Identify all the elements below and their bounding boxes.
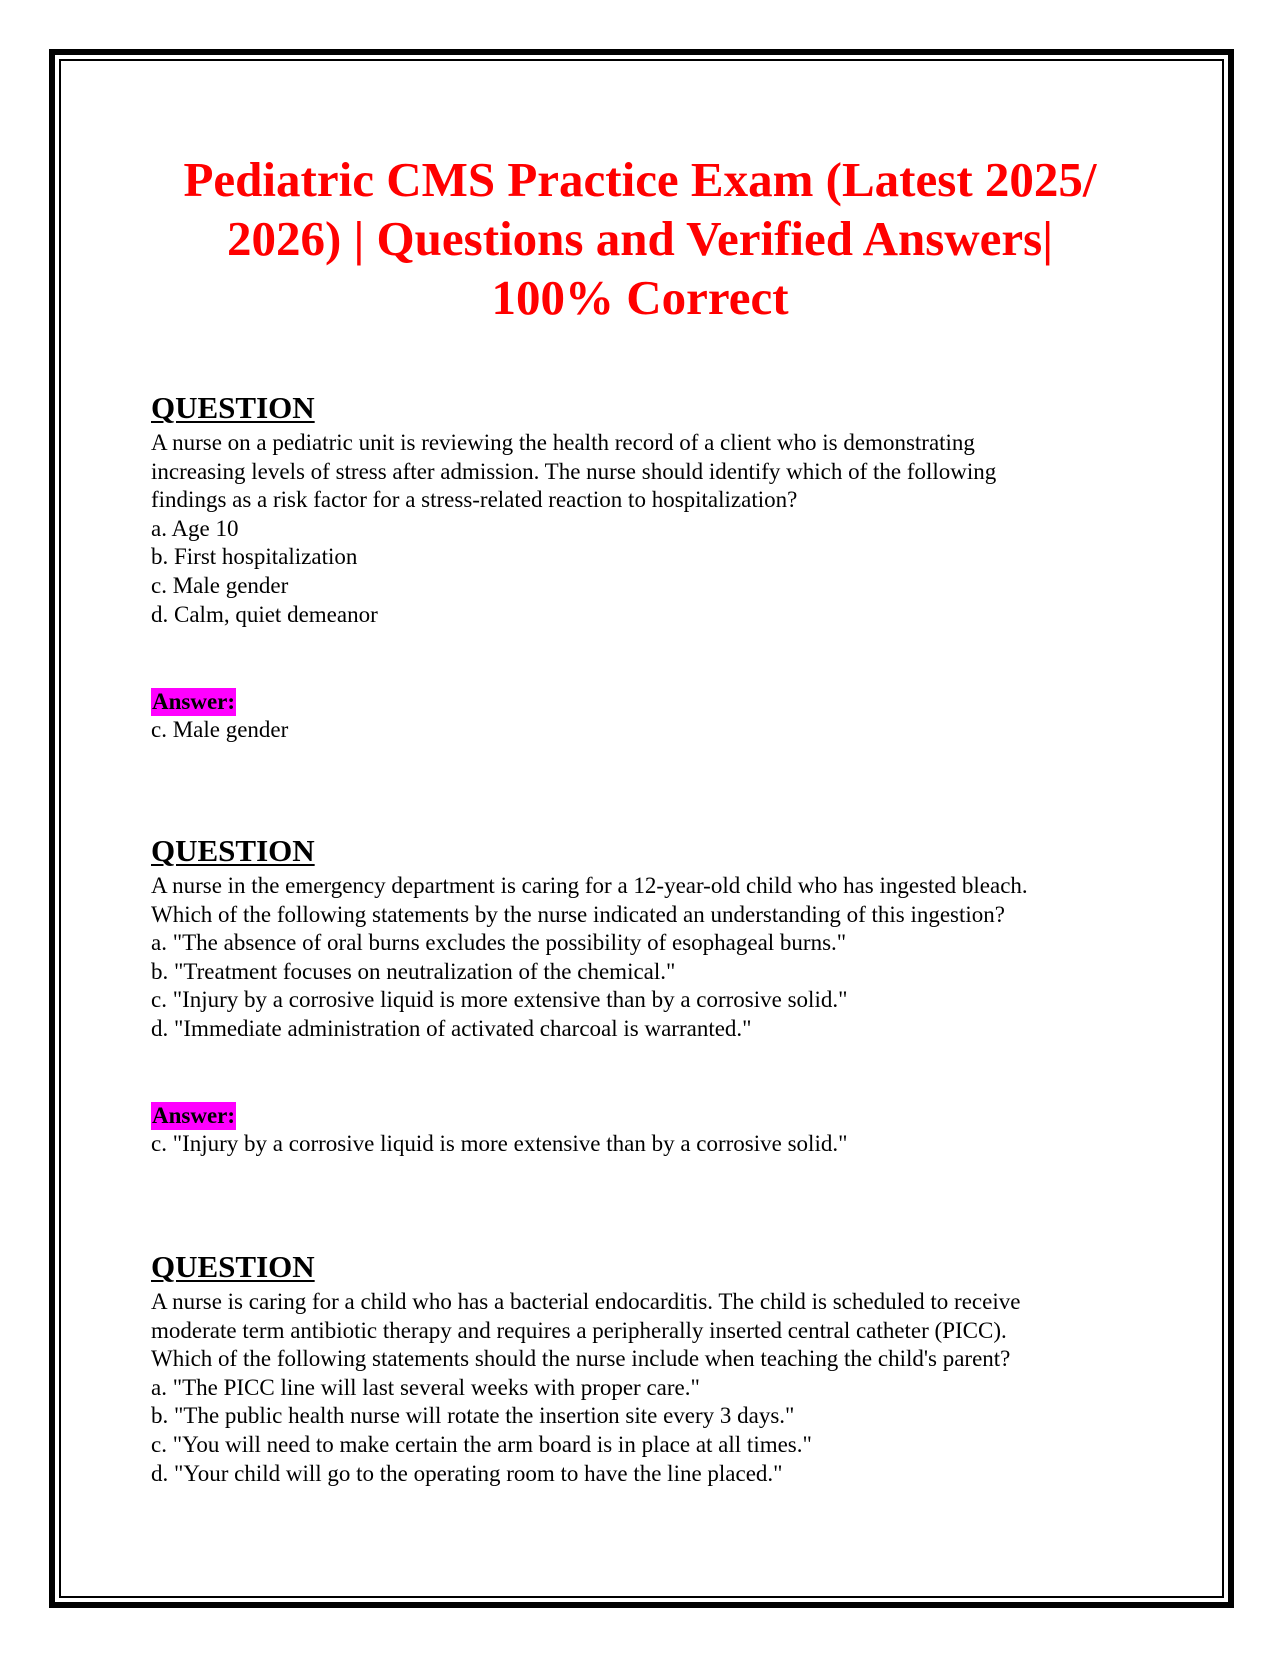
answer-option: d. Calm, quiet demeanor <box>151 601 378 627</box>
question-heading: QUESTION <box>151 1249 315 1284</box>
title-line: 2026) | Questions and Verified Answers| <box>226 211 1054 266</box>
question-stem-line: Which of the following statements should the nurse include when teaching the child's parent? <box>151 1346 1011 1372</box>
answer-label: Answer: <box>152 1103 236 1128</box>
answer-option: c. Male gender <box>151 572 289 598</box>
answer-label: Answer: <box>152 689 236 714</box>
answer-option: a. "The PICC line will last several weeks with proper care." <box>151 1374 700 1400</box>
title-line: Pediatric CMS Practice Exam (Latest 2025/ <box>183 152 1097 207</box>
question-stem-line: findings as a risk factor for a stress-related reaction to hospitalization? <box>151 487 798 513</box>
question-stem-line: Which of the following statements by the nurse indicated an understanding of this ingestion? <box>151 901 1005 927</box>
question-heading: QUESTION <box>151 390 315 425</box>
question-3-body <box>151 1288 1151 1488</box>
question-2-body <box>151 872 1151 1044</box>
answer-option: b. First hospitalization <box>151 544 358 570</box>
correct-answer: c. "Injury by a corrosive liquid is more extensive than by a corrosive solid." <box>151 1131 848 1156</box>
answer-option: b. "The public health nurse will rotate the insertion site every 3 days." <box>151 1403 795 1429</box>
question-1-body <box>151 429 1151 629</box>
answer-option: d. "Immediate administration of activated charcoal is warranted." <box>151 1015 752 1041</box>
answer-option: d. "Your child will go to the operating room to have the line placed." <box>151 1460 783 1486</box>
answer-option: c. "Injury by a corrosive liquid is more extensive than by a corrosive solid." <box>151 987 848 1013</box>
question-heading: QUESTION <box>151 833 315 868</box>
question-stem-line: A nurse in the emergency department is caring for a 12-year-old child who has ingested bleach. <box>151 873 1028 898</box>
question-1-heading-block <box>151 390 1151 426</box>
question-2-heading-block <box>151 833 1151 869</box>
question-stem-line: increasing levels of stress after admission. The nurse should identify which of the following <box>151 458 997 484</box>
question-stem-line: moderate term antibiotic therapy and requires a peripherally inserted central catheter (PICC). <box>151 1317 1007 1343</box>
answer-option: b. "Treatment focuses on neutralization of the chemical." <box>151 958 676 984</box>
title-line: 100% Correct <box>491 270 789 325</box>
question-stem-line: A nurse on a pediatric unit is reviewing the health record of a client who is demonstrating <box>151 430 975 455</box>
answer-option: a. Age 10 <box>151 515 239 541</box>
question-2-answer <box>151 1102 1151 1159</box>
question-stem-line: A nurse is caring for a child who has a bacterial endocarditis. The child is scheduled to receive <box>151 1289 1021 1314</box>
correct-answer: c. Male gender <box>151 717 289 742</box>
answer-option: a. "The absence of oral burns excludes the possibility of esophageal burns." <box>151 930 847 956</box>
document-title <box>120 150 1160 327</box>
answer-option: c. "You will need to make certain the arm board is in place at all times." <box>151 1431 812 1457</box>
question-1-answer <box>151 688 1151 745</box>
question-3-heading-block <box>151 1249 1151 1285</box>
